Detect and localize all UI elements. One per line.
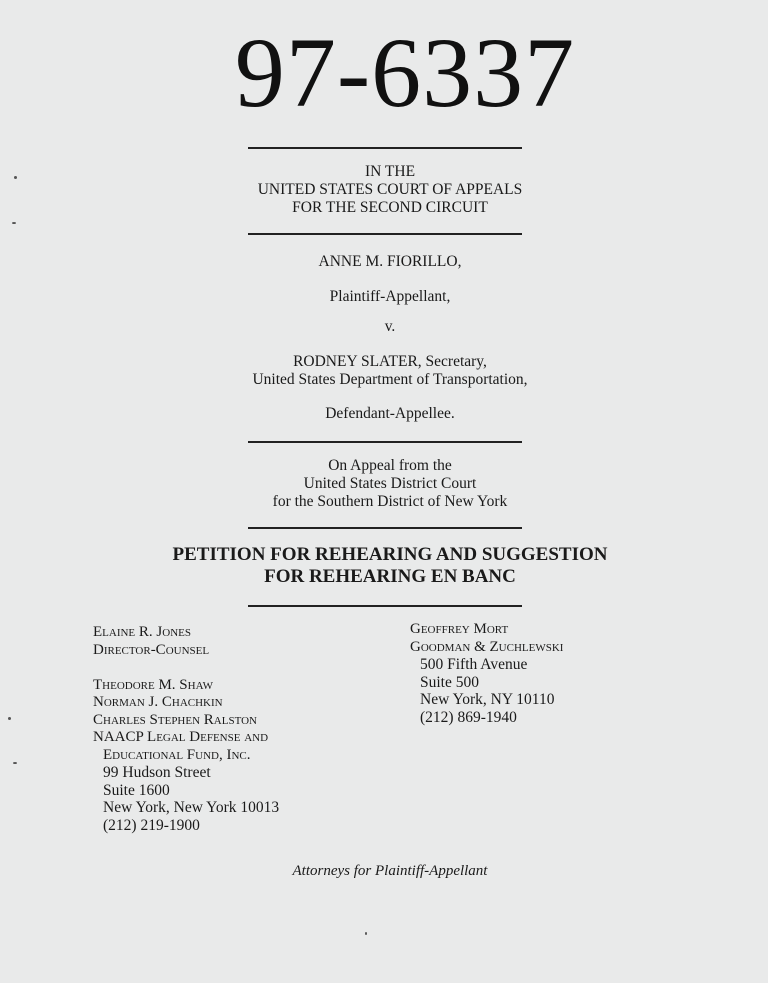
court-line-3: FOR THE SECOND CIRCUIT [292,199,488,216]
counsel-left-line: Director-Counsel [93,641,210,658]
petition-title-line-2: FOR REHEARING EN BANC [264,566,516,587]
counsel-left-line: Charles Stephen Ralston [93,711,257,728]
scan-speck [12,222,16,224]
divider-rule-5 [248,605,522,607]
counsel-left-line: NAACP Legal Defense and [93,729,269,745]
counsel-right-line: Geoffrey Mort [410,621,509,637]
counsel-right-line: (212) 869-1940 [420,708,517,726]
appeal-line-2: United States District Court [303,475,477,492]
counsel-left-line: Norman J. Chachkin [93,694,223,710]
divider-rule-4 [248,527,522,529]
defendant-block [120,353,660,389]
counsel-left-line: Theodore M. Shaw [93,676,214,693]
counsel-left-line: Suite 1600 [103,781,170,799]
defendant-title: United States Department of Transportation, [252,371,528,388]
appeal-line-3: for the Southern District of New York [272,493,508,510]
divider-rule-3 [248,441,522,443]
court-line-2: UNITED STATES COURT OF APPEALS [257,181,523,198]
divider-rule-1 [248,147,522,149]
defendant-role: Defendant-Appellee. [325,405,455,422]
defendant-name: RODNEY SLATER, Secretary, [293,353,487,370]
counsel-right-line: Goodman & Zuchlewski [410,638,564,655]
counsel-left-spacer [93,659,279,677]
counsel-right-line: New York, NY 10110 [420,691,555,708]
docket-number: 97-6337 [234,17,576,128]
counsel-left-line: Educational Fund, Inc. [103,746,251,763]
counsel-left-line: 99 Hudson Street [103,764,211,781]
counsel-right-line: Suite 500 [420,673,479,691]
counsel-right-block [410,621,563,726]
court-caption [120,163,660,217]
scan-speck [14,176,17,179]
scan-speck [365,932,367,935]
scan-speck [13,762,17,764]
counsel-right-line: 500 Fifth Avenue [420,656,528,673]
plaintiff-role: Plaintiff-Appellant, [329,288,451,305]
divider-rule-2 [248,233,522,235]
petition-title-line-1: PETITION FOR REHEARING AND SUGGESTION [172,544,608,565]
appeal-caption [120,457,660,511]
petition-title [120,544,660,588]
counsel-left-line: (212) 219-1900 [103,816,200,834]
court-line-1: IN THE [364,163,416,180]
appeal-line-1: On Appeal from the [328,457,452,474]
scan-speck [8,717,11,720]
plaintiff-name: ANNE M. FIORILLO, [318,253,462,270]
attorneys-for: Attorneys for Plaintiff-Appellant [292,863,488,879]
counsel-left-line: New York, New York 10013 [103,799,280,816]
versus: v. [384,318,396,335]
counsel-left-block [93,624,279,834]
counsel-left-line: Elaine R. Jones [93,624,191,640]
